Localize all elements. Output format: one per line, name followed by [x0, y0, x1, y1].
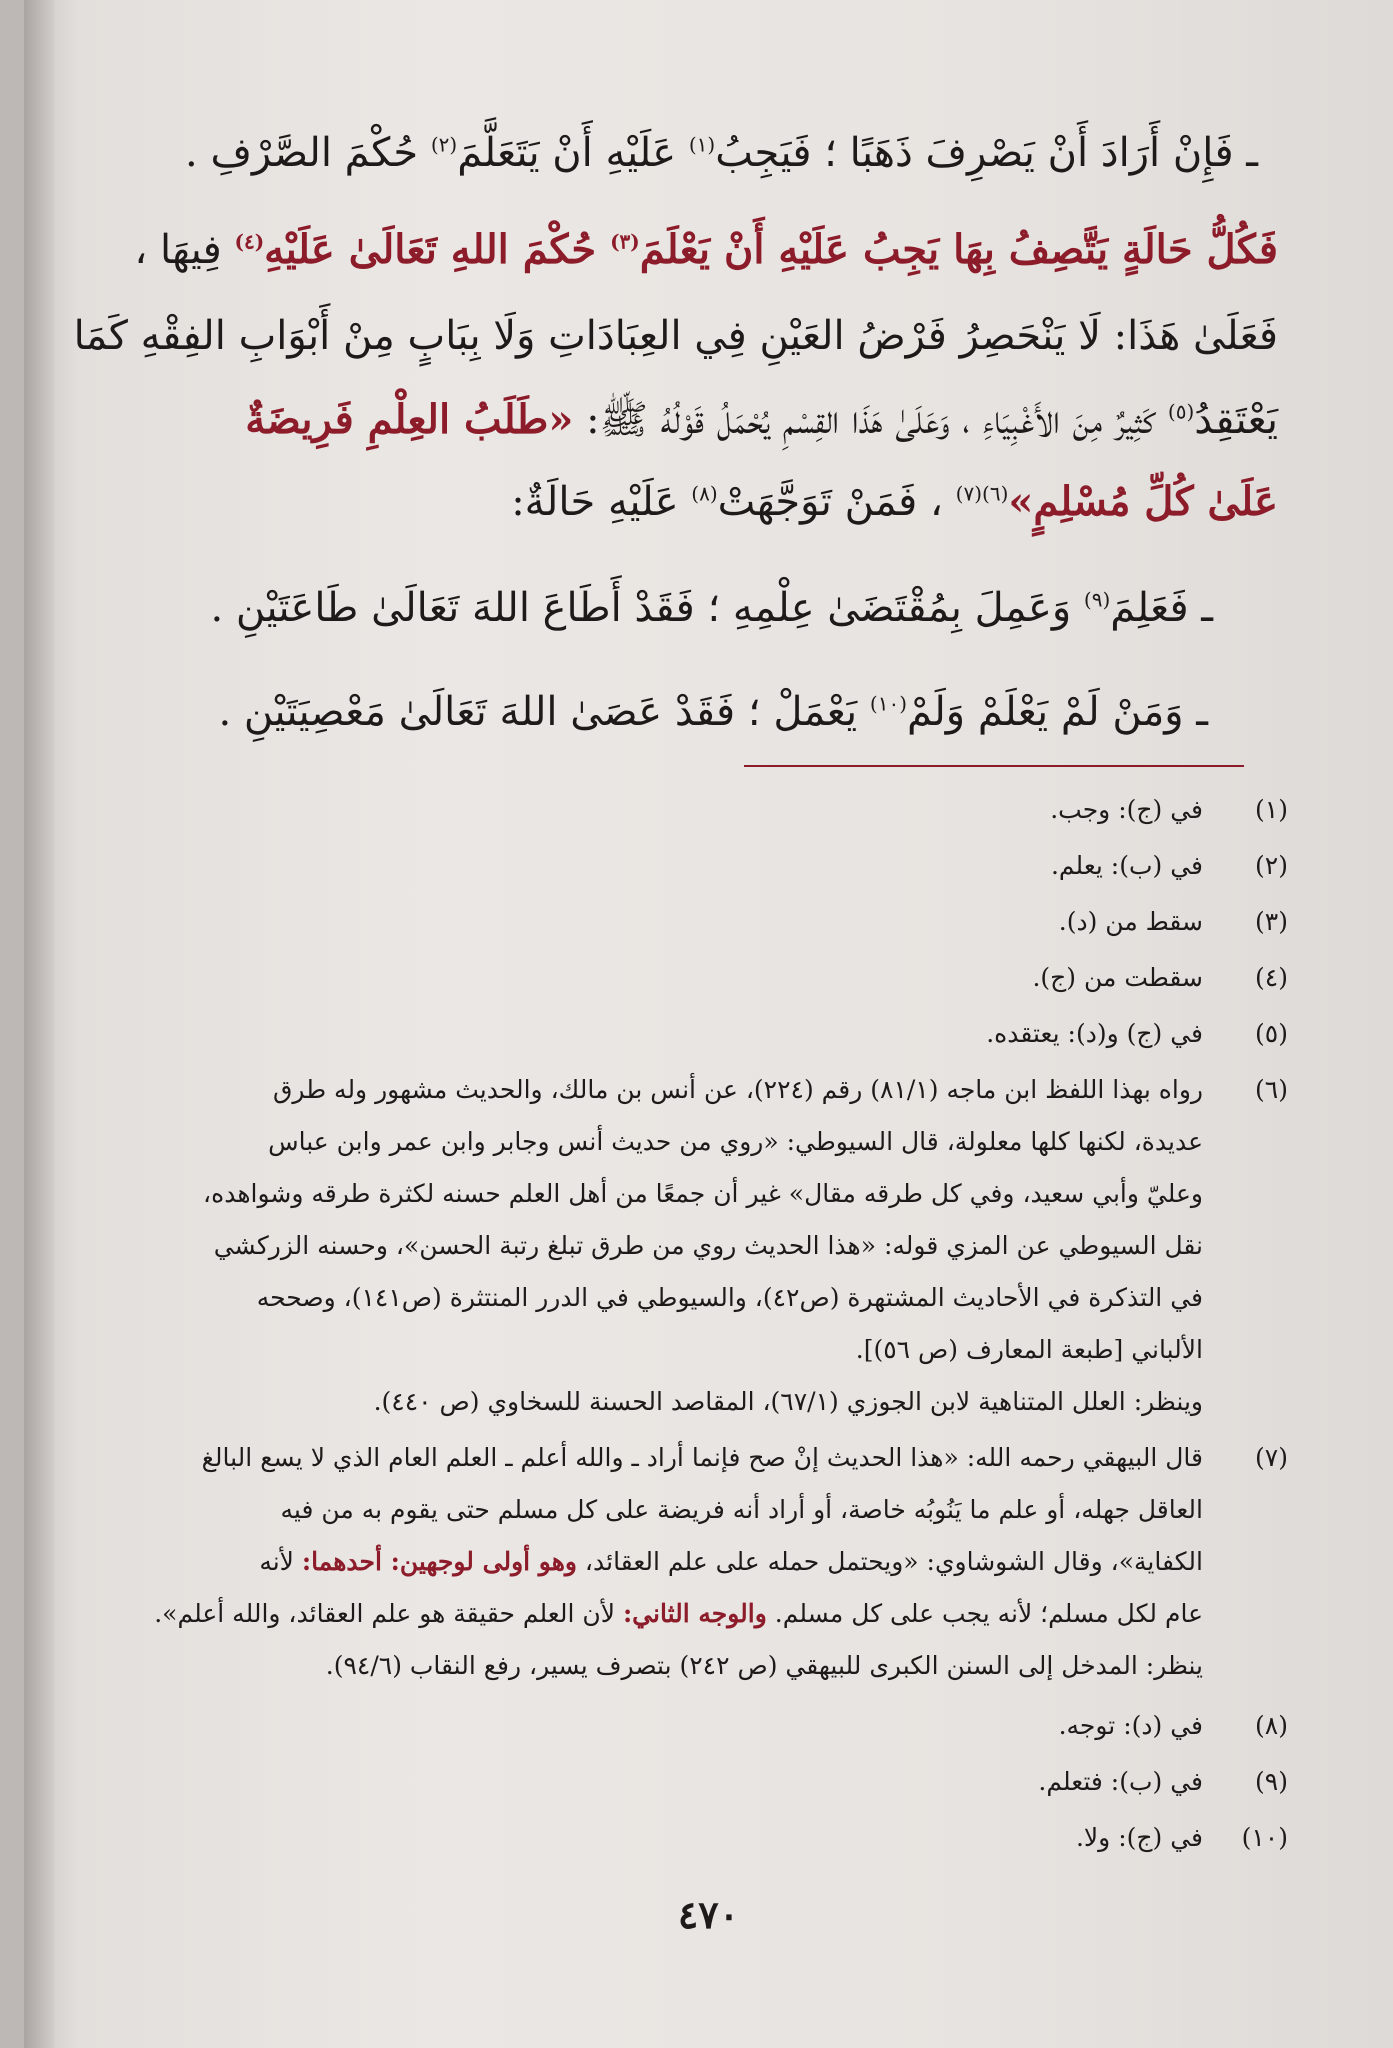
footnote-ref: (٦)(٧) — [955, 481, 1009, 506]
footnote-ref: (١٠) — [869, 691, 907, 716]
text: لأن العلم حقيقة هو علم العقائد، والله أعلم». — [154, 1599, 623, 1628]
footnote-6-line-4: نقل السيوطي عن المزي قوله: «هذا الحديث روي من طرق تبلغ رتبة الحسن»، وحسنه الزركشي — [213, 1231, 1203, 1260]
text-line-1 — [185, 125, 1258, 181]
emphasis: والوجه الثاني: — [622, 1599, 767, 1628]
hadith-quote: عَلَىٰ كُلِّ مُسْلِمٍ» — [1008, 478, 1278, 525]
text: فَكُلُّ حَالَةٍ يَتَّصِفُ بِهَا يَجِبُ عَلَيْهِ أَنْ يَعْلَمَ — [639, 226, 1278, 273]
footnote-2 — [138, 842, 1288, 890]
footnote-number: (٩) — [1255, 1767, 1288, 1796]
footnote-text: سقطت من (ج). — [1032, 963, 1203, 992]
text: ، فَمَنْ تَوَجَّهَتْ — [717, 479, 956, 525]
footnote-ref: (٨) — [691, 481, 718, 506]
text: عَلَيْهِ أَنْ يَتَعَلَّمَ — [457, 130, 689, 176]
text: ـ وَمَنْ لَمْ يَعْلَمْ وَلَمْ — [907, 689, 1208, 735]
footnote-ref: (٥) — [1167, 399, 1195, 424]
footnote-5 — [138, 1010, 1288, 1058]
footnote-7-line-4 — [154, 1590, 1203, 1638]
footnote-6 — [138, 1066, 1288, 1114]
text-line-6 — [210, 580, 1213, 636]
footnote-number: (٧) — [1255, 1443, 1288, 1472]
text: لأنه — [259, 1547, 302, 1576]
text: الكفاية»، وقال الشوشاوي: «ويحتمل حمله على علم العقائد، — [576, 1547, 1203, 1576]
text: فِيهَا ، — [134, 227, 235, 273]
text: فَعَلَىٰ هَذَا: لَا يَنْحَصِرُ فَرْضُ العَيْنِ فِي العِبَادَاتِ وَلَا بِبَابٍ مِنْ أَبْوَابِ الفِقْهِ كَمَا — [73, 313, 1278, 359]
text-line-7 — [218, 684, 1208, 740]
page-gutter-shadow — [24, 0, 54, 2048]
footnote-text: قال البيهقي رحمه الله: «هذا الحديث إنْ صح فإنما أراد ـ والله أعلم ـ العلم العام الذي لا يسع البالغ — [201, 1443, 1203, 1472]
footnote-number: (١) — [1255, 795, 1288, 824]
footnote-ref: (٣) — [610, 229, 640, 254]
footnote-number: (٨) — [1255, 1711, 1288, 1740]
footnote-number: (٣) — [1255, 907, 1288, 936]
footnote-text: في (ج) و(د): يعتقده. — [986, 1019, 1203, 1048]
footnote-1 — [138, 786, 1288, 834]
footnote-text: في (د): توجه. — [1058, 1711, 1203, 1740]
footnote-ref: (١) — [688, 132, 716, 157]
footnote-7 — [138, 1434, 1288, 1482]
footnote-text: في (ج): وجب. — [1050, 795, 1203, 824]
text: حُكْمَ اللهِ تَعَالَىٰ عَلَيْهِ — [264, 226, 611, 273]
text: يَعْمَلْ ؛ فَقَدْ عَصَىٰ اللهَ تَعَالَىٰ مَعْصِيَتَيْنِ . — [218, 689, 870, 735]
footnote-number: (٢) — [1255, 851, 1288, 880]
footnote-6-line-7: وينظر: العلل المتناهية لابن الجوزي (٦٧/١)، المقاصد الحسنة للسخاوي (ص ٤٤٠). — [373, 1387, 1203, 1416]
footnote-7-line-5: ينظر: المدخل إلى السنن الكبرى للبيهقي (ص ٢٤٢) بتصرف يسير، رفع النقاب (٩٤/٦). — [325, 1651, 1203, 1680]
text-line-2 — [134, 222, 1278, 278]
footnote-text: سقط من (د). — [1058, 907, 1203, 936]
footnote-8 — [138, 1702, 1288, 1750]
footnote-10 — [138, 1814, 1288, 1862]
footnote-ref: (٩) — [1083, 587, 1111, 612]
text: يَعْتَقِدُ — [1194, 397, 1278, 443]
footnote-4 — [138, 954, 1288, 1002]
footnote-text: في (ب): يعلم. — [1050, 851, 1203, 880]
footnote-3 — [138, 898, 1288, 946]
footnote-number: (٤) — [1255, 963, 1288, 992]
hadith-quote: «طَلَبُ العِلْمِ فَرِيضَةٌ — [245, 396, 574, 443]
text: عَلَيْهِ حَالَةٌ: — [511, 479, 692, 525]
footnote-number: (٦) — [1255, 1075, 1288, 1104]
footnote-7-line-2: العاقل جهله، أو علم ما يَنُوبُه خاصة، أو أراد أنه فريضة على كل مسلم حتى يقوم به من فيه — [280, 1495, 1203, 1524]
emphasis: وهو أولى لوجهين: أحدهما: — [301, 1547, 577, 1576]
text: ـ فَإِنْ أَرَادَ أَنْ يَصْرِفَ ذَهَبًا ؛ فَيَجِبُ — [715, 130, 1258, 176]
footnote-text: في (ب): فتعلم. — [1038, 1767, 1203, 1796]
footnote-number: (١٠) — [1241, 1823, 1288, 1852]
footnote-6-line-5: في التذكرة في الأحاديث المشتهرة (ص٤٢)، والسيوطي في الدرر المنتثرة (ص١٤١)، وصححه — [256, 1283, 1203, 1312]
footnote-6-line-6: الألباني [طبعة المعارف (ص ٥٦)]. — [855, 1335, 1203, 1364]
footnote-number: (٥) — [1255, 1019, 1288, 1048]
footnote-text: في (ج): ولا. — [1075, 1823, 1203, 1852]
text: كَثِيرٌ مِنَ الأَغْبِيَاءِ ، وَعَلَىٰ هَذَا القِسْمِ يُحْمَلُ قَوْلُهُ ﷺ: — [573, 397, 1168, 443]
text-line-3 — [74, 308, 1278, 364]
footnote-separator — [744, 765, 1244, 767]
text: ـ فَعَلِمَ — [1110, 585, 1213, 631]
book-page — [24, 0, 1393, 2048]
footnote-7-line-3 — [259, 1538, 1203, 1586]
footnote-text: رواه بهذا اللفظ ابن ماجه (٨١/١) رقم (٢٢٤)، عن أنس بن مالك، والحديث مشهور وله طرق — [273, 1075, 1203, 1104]
footnote-9 — [138, 1758, 1288, 1806]
text-line-4 — [245, 392, 1278, 448]
footnote-6-line-2: عديدة، لكنها كلها معلولة، قال السيوطي: «روي من حديث أنس وجابر وابن عمر وابن عباس — [268, 1127, 1203, 1156]
footnote-6-line-3: وعليّ وأبي سعيد، وفي كل طرقه مقال» غير أن جمعًا من أهل العلم حسنه لكثرة طرقه وشواهده، — [203, 1179, 1203, 1208]
page-number: ٤٧٠ — [677, 1892, 740, 1937]
footnote-ref: (٤) — [234, 229, 265, 254]
text: وَعَمِلَ بِمُقْتَضَىٰ عِلْمِهِ ؛ فَقَدْ أَطَاعَ اللهَ تَعَالَىٰ طَاعَتَيْنِ . — [210, 585, 1084, 631]
text: عام لكل مسلم؛ لأنه يجب على كل مسلم. — [766, 1599, 1203, 1628]
text: حُكْمَ الصَّرْفِ . — [185, 130, 431, 176]
text-line-5 — [511, 474, 1278, 530]
footnote-ref: (٢) — [430, 132, 458, 157]
